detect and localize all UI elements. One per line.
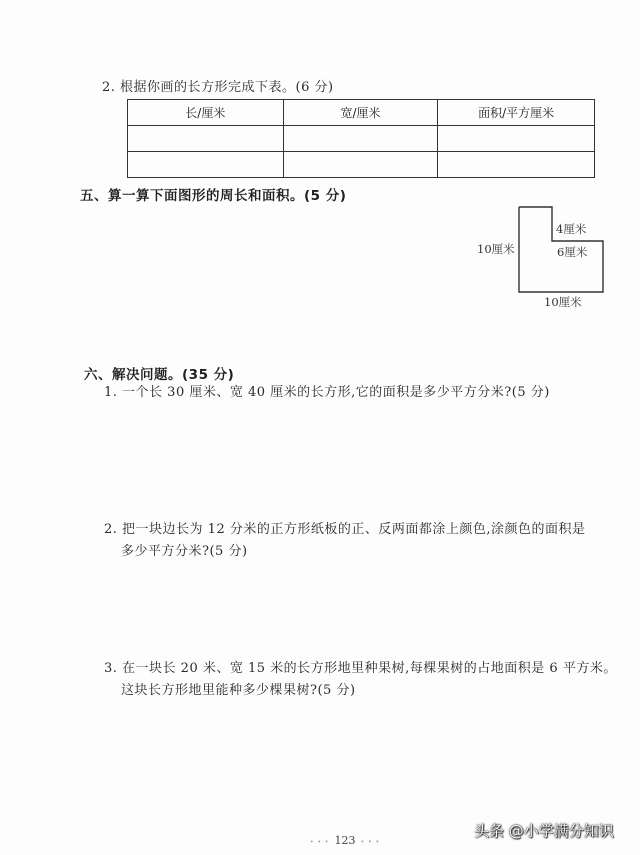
- table-row: [128, 152, 595, 178]
- dimension-label: 4厘米: [556, 222, 587, 236]
- table-cell[interactable]: [128, 152, 284, 178]
- answer-table: [127, 99, 595, 178]
- table-header-row: [128, 100, 595, 126]
- question-2-line1: 2. 把一块边长为 12 分米的正方形纸板的正、反两面都涂上颜色,涂颜色的面积是: [104, 522, 586, 537]
- decorative-dots: • • •: [310, 839, 330, 846]
- question-label: 2. 根据你画的长方形完成下表。(6 分): [102, 80, 334, 95]
- dimension-label: 10厘米: [477, 242, 515, 256]
- page-number: 123: [334, 834, 356, 847]
- table-cell[interactable]: [283, 152, 438, 178]
- question-1: 1. 一个长 30 厘米、宽 40 厘米的长方形,它的面积是多少平方分米?(5 分): [104, 385, 550, 400]
- watermark: 头条 @小学满分知识: [474, 822, 614, 840]
- table-cell[interactable]: [438, 126, 595, 152]
- question-3-line2: 这块长方形地里能种多少棵果树?(5 分): [121, 683, 356, 698]
- decorative-dots: • • •: [360, 839, 381, 846]
- table-header: 长/厘米: [128, 100, 284, 126]
- dimension-label: 6厘米: [557, 245, 588, 259]
- table-cell[interactable]: [438, 152, 595, 178]
- page-footer: [310, 829, 380, 848]
- dimension-label: 10厘米: [544, 295, 582, 309]
- section-title: 六、解决问题。(35 分): [84, 367, 235, 383]
- table-header: 宽/厘米: [283, 100, 438, 126]
- table-header: 面积/平方厘米: [438, 100, 595, 126]
- section-title: 五、算一算下面图形的周长和面积。(5 分): [80, 188, 347, 204]
- table-cell[interactable]: [128, 126, 284, 152]
- table-cell[interactable]: [283, 126, 438, 152]
- question-3-line1: 3. 在一块长 20 米、宽 15 米的长方形地里种果树,每棵果树的占地面积是 6 平方米。: [104, 661, 617, 676]
- question-2-line2: 多少平方分米?(5 分): [121, 544, 248, 559]
- table-row: [128, 126, 595, 152]
